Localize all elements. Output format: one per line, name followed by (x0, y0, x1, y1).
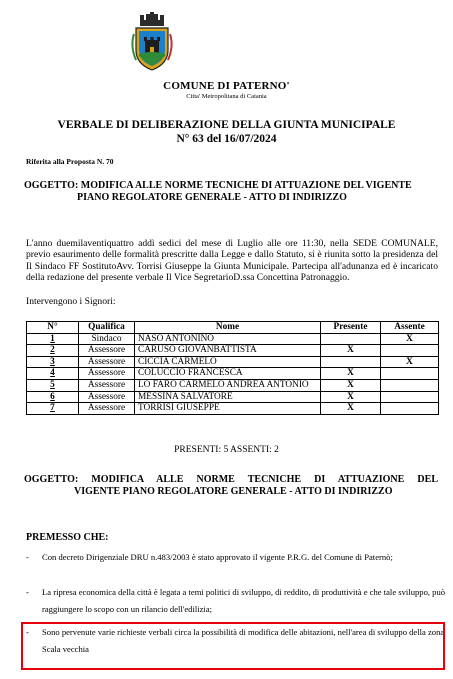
subject-heading-2 (24, 474, 438, 498)
attendance-table (26, 321, 439, 415)
premesso-heading: PREMESSO CHE: (26, 532, 109, 543)
row-presente: X (321, 403, 381, 415)
row-assente (381, 379, 439, 391)
row-assente (381, 391, 439, 403)
col-header-presente: Presente (321, 322, 381, 334)
row-nome: MESSINA SALVATORE (135, 391, 321, 403)
bullet-dash: - (26, 587, 29, 597)
bullet-dash: - (26, 627, 29, 637)
row-assente (381, 403, 439, 415)
proposal-reference: Riferita alla Proposta N. 70 (26, 157, 114, 166)
row-qualifica: Assessore (79, 391, 135, 403)
citta-metropolitana: Citta' Metropolitana di Catania (186, 93, 267, 100)
list-item (26, 549, 446, 566)
highlight-box (21, 622, 445, 670)
col-header-number: N° (27, 322, 79, 334)
list-item-text: La ripresa economica della città è legata a temi politici di sviluppo, di reddito, di produttività e che tale sviluppo, può raggiungere lo scopo con un rilancio dell'edilizia; (42, 587, 446, 614)
row-assente (381, 345, 439, 357)
document-title: VERBALE DI DELIBERAZIONE DELLA GIUNTA MUNICIPALE (57, 119, 396, 131)
table-row (27, 391, 439, 403)
table-header-row (27, 322, 439, 334)
row-presente (321, 356, 381, 368)
row-qualifica: Assessore (79, 403, 135, 415)
row-number: 4 (27, 368, 79, 380)
table-row (27, 379, 439, 391)
row-qualifica: Assessore (79, 368, 135, 380)
row-nome: CARUSO GIOVANBATTISTA (135, 345, 321, 357)
row-presente: X (321, 345, 381, 357)
list-item (26, 584, 446, 617)
comune-name: COMUNE DI PATERNO' (163, 80, 290, 92)
row-assente: X (381, 333, 439, 345)
row-number: 6 (27, 391, 79, 403)
subject-2-line-1: OGGETTO: MODIFICA ALLE NORME TECNICHE DI ATTUAZIONE DEL (24, 474, 438, 485)
attendees-label: Intervengono i Signori: (26, 296, 116, 307)
intro-paragraph: L'anno duemilaventiquattro addì sedici del mese di Luglio alle ore 11:30, nella SEDE COMUNALE, previo esaurimento delle formalità prescritte dalla Legge e dallo Statuto, si è riunita sotto la presidenza del Il Sindaco FF SostitutoAvv. Torrisi Giuseppe la Giunta Municipale. Partecipa all'adunanza ed è incaricato della redazione del presente verbale Il Vice SegretarioD.ssa Concettina Patronaggio. (26, 238, 438, 284)
row-qualifica: Assessore (79, 356, 135, 368)
table-row (27, 345, 439, 357)
table-row (27, 403, 439, 415)
col-header-nome: Nome (135, 322, 321, 334)
table-row (27, 356, 439, 368)
row-presente (321, 333, 381, 345)
table-row (27, 333, 439, 345)
attendance-summary: PRESENTI: 5 ASSENTI: 2 (174, 445, 279, 455)
bullet-dash: - (26, 552, 29, 562)
subject-heading (24, 180, 444, 204)
row-assente (381, 368, 439, 380)
row-nome: NASO ANTONINO (135, 333, 321, 345)
subject-line-2: PIANO REGOLATORE GENERALE - ATTO DI INDIRIZZO (77, 192, 347, 203)
row-number: 2 (27, 345, 79, 357)
row-nome: COLUCCIO FRANCESCA (135, 368, 321, 380)
subject-line-1: OGGETTO: MODIFICA ALLE NORME TECNICHE DI ATTUAZIONE DEL VIGENTE (24, 180, 412, 191)
row-nome: TORRISI GIUSEPPE (135, 403, 321, 415)
list-item-text: Con decreto Dirigenziale DRU n.483/2003 è stato approvato il vigente P.R.G. del Comune di Paternò; (42, 552, 393, 562)
col-header-assente: Assente (381, 322, 439, 334)
row-presente: X (321, 379, 381, 391)
table-row (27, 368, 439, 380)
row-presente: X (321, 391, 381, 403)
row-nome: LO FARO CARMELO ANDREA ANTONIO (135, 379, 321, 391)
row-number: 1 (27, 333, 79, 345)
row-qualifica: Assessore (79, 345, 135, 357)
row-assente: X (381, 356, 439, 368)
row-number: 3 (27, 356, 79, 368)
row-qualifica: Sindaco (79, 333, 135, 345)
municipal-crest-icon (128, 10, 176, 72)
document-number: N° 63 del 16/07/2024 (176, 133, 277, 145)
list-item-text: Sono pervenute varie richieste verbali circa la possibilità di modifica delle abitazioni, nell'area di sviluppo della zona Scala vecchia (42, 627, 445, 654)
col-header-qualifica: Qualifica (79, 322, 135, 334)
row-qualifica: Assessore (79, 379, 135, 391)
row-presente: X (321, 368, 381, 380)
row-number: 5 (27, 379, 79, 391)
row-nome: CICCIA CARMELO (135, 356, 321, 368)
row-number: 7 (27, 403, 79, 415)
subject-2-line-2: VIGENTE PIANO REGOLATORE GENERALE - ATTO DI INDIRIZZO (74, 486, 393, 497)
